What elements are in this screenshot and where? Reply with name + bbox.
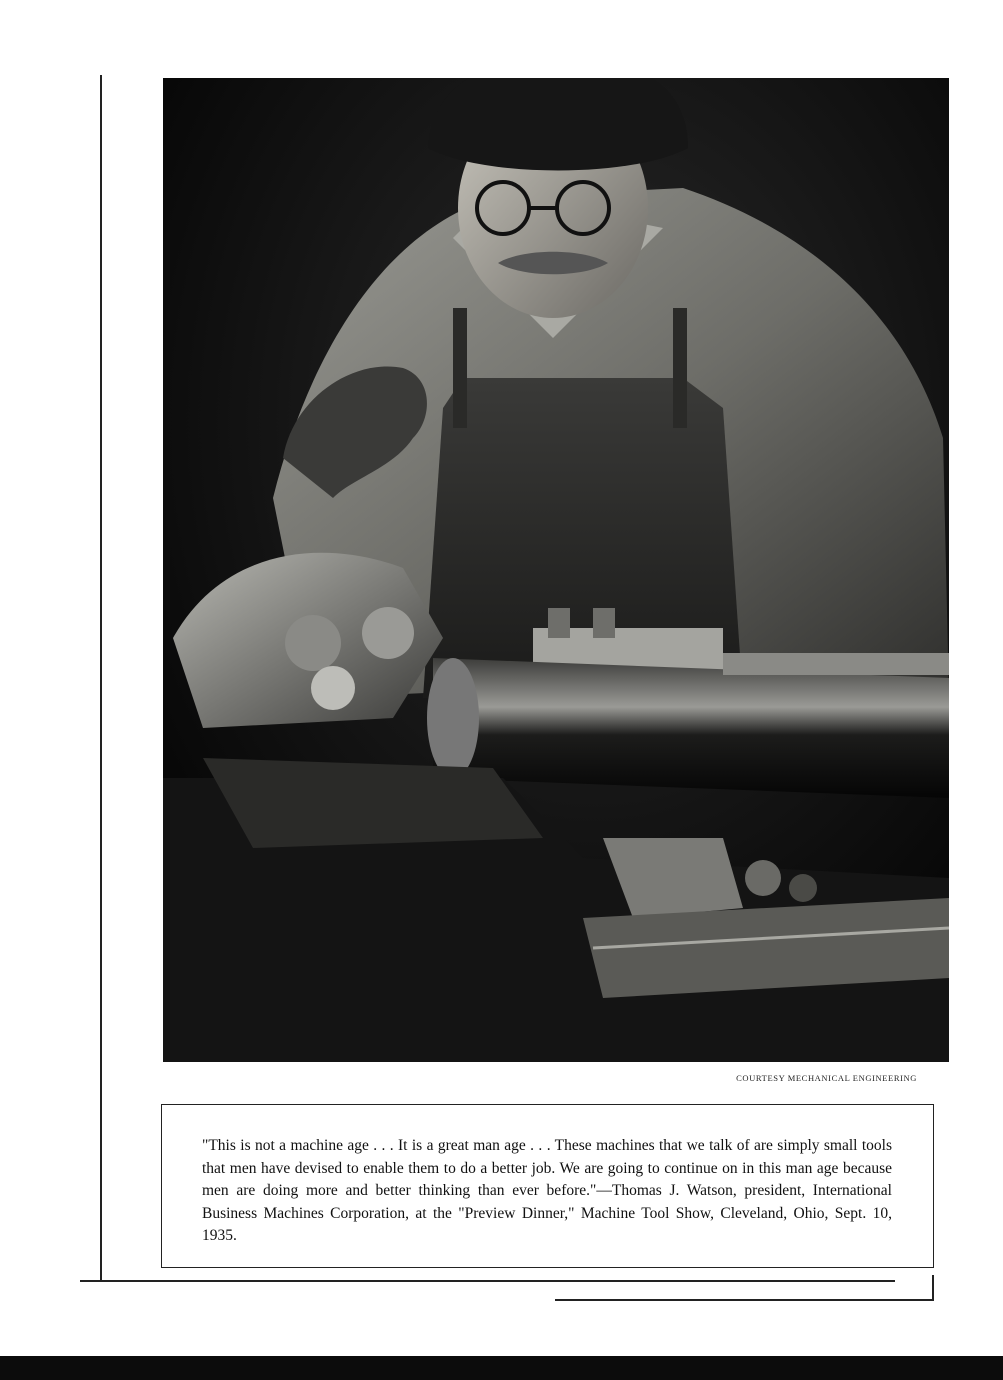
left-page-rule bbox=[100, 75, 102, 1280]
machinist-at-lathe-photo bbox=[163, 78, 949, 1062]
photo-illustration bbox=[163, 78, 949, 1062]
quotation-box bbox=[161, 1104, 934, 1268]
bottom-page-rule-secondary bbox=[555, 1299, 934, 1301]
photo-credit: COURTESY MECHANICAL ENGINEERING bbox=[736, 1073, 917, 1083]
right-page-rule bbox=[932, 1275, 934, 1300]
bottom-page-rule bbox=[80, 1280, 895, 1282]
quotation-text: "This is not a machine age . . . It is a great man age . . . These machines that we talk of are simply small tools that men have devised to enable them to do a better job. We are going to continue on in this man age because men are doing more and better thinking than ever before."—Thomas J. Watson, president, International Business Machines Corporation, at the "Preview Dinner," Machine Tool Show, Cleveland, Ohio, Sept. 10, 1935. bbox=[202, 1137, 892, 1244]
scan-bottom-band bbox=[0, 1356, 1003, 1380]
